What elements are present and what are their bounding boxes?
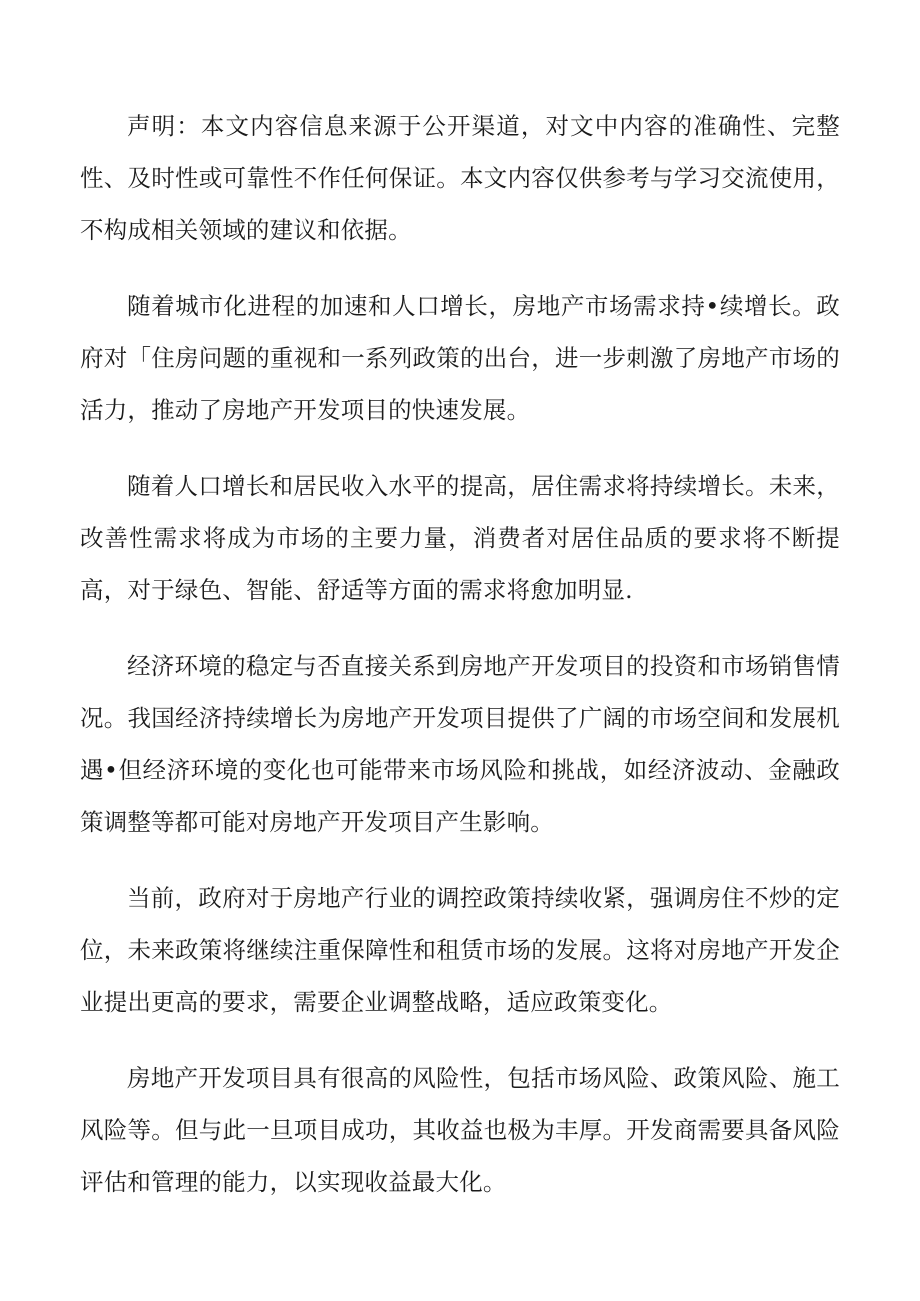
paragraph-housing-demand: 随着人口增长和居民收入水平的提高，居住需求将持续增长。未来，改善性需求将成为市场的主要力量，消费者对居住品质的要求将不断提高，对于绿色、智能、舒适等方面的需求将愈加明显. [80, 472, 840, 604]
paragraph-risk: 房地产开发项目具有很高的风险性，包括市场风险、政策风险、施工风险等。但与此一旦项目成功，其收益也极为丰厚。开发商需要具备风险评估和管理的能力，以实现收益最大化。 [80, 1064, 840, 1196]
document-body [80, 100, 840, 1232]
paragraph-economic-environment: 经济环境的稳定与否直接关系到房地产开发项目的投资和市场销售情况。我国经济持续增长为房地产开发项目提供了广阔的市场空间和发展机遇•但经济环境的变化也可能带来市场风险和挑战，如经济波动、金融政策调整等都可能对房地产开发项目产生影响。 [80, 652, 840, 836]
disclaimer-paragraph: 声明：本文内容信息来源于公开渠道，对文中内容的准确性、完整性、及时性或可靠性不作任何保证。本文内容仅供参考与学习交流使用，不构成相关领域的建议和依据。 [80, 112, 840, 244]
paragraph-policy: 当前，政府对于房地产行业的调控政策持续收紧，强调房住不炒的定位，未来政策将继续注重保障性和租赁市场的发展。这将对房地产开发企业提出更高的要求，需要企业调整战略，适应政策变化。 [80, 884, 840, 1016]
paragraph-urbanization: 随着城市化进程的加速和人口增长，房地产市场需求持•续增长。政府对「住房问题的重视和一系列政策的出台，进一步刺激了房地产市场的活力，推动了房地产开发项目的快速发展。 [80, 292, 840, 424]
